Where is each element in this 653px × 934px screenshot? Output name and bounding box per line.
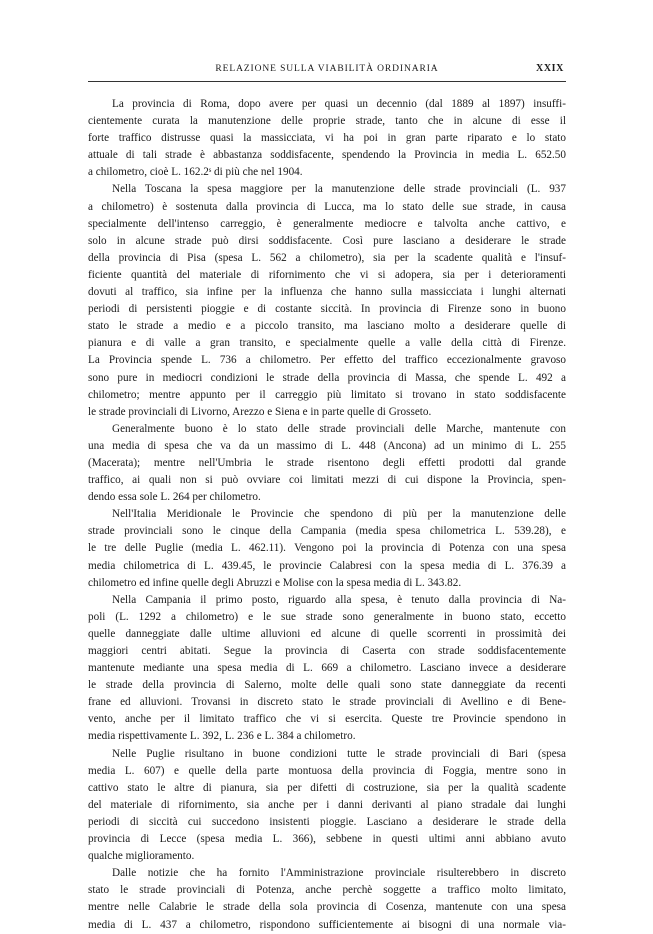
text-line: Dalle notizie che ha fornito l'Amministrazione provinciale risulterebbero in discreto (112, 867, 566, 880)
text-line: media di L. 437 a chilometro, rispondono sufficientemente ai bisogni di una normale via- (88, 918, 566, 931)
text-line: quelle danneggiate dalle ultime alluvioni ed alcune di quelle scorrenti in prossimità dei (88, 627, 566, 640)
running-title: RELAZIONE SULLA VIABILITÀ ORDINARIA (215, 64, 439, 74)
text-line: mantenute mediante una spesa media di L. 669 a chilometro. Lasciano invece a desiderare (88, 662, 566, 675)
text-line: provincia di Lecce (spesa media L. 366), sebbene in questi ultimi anni abbiano avuto (88, 833, 566, 846)
text-line: media chilometrica di L. 439.45, le provincie Calabresi con la spesa media di L. 376.39 a (88, 559, 566, 572)
text-line: (Macerata); mentre nell'Umbria le strade risentono degli effetti prodotti dal grande (88, 456, 566, 469)
text-line: chilometro; mentre appunto per il carreggio più limitato si trovano in stato soddisfacente (88, 388, 566, 401)
text-line: specialmente dell'intenso carreggio, è generalmente mediocre e talvolta anche cattivo, e (88, 217, 566, 230)
text-line: poli (L. 1292 a chilometro) e le sue strade sono generalmente in buono stato, eccetto (88, 610, 566, 623)
text-line: frane ed alluvioni. Trovansi in discreto stato le strade provinciali di Avellino e di Bene- (88, 696, 566, 709)
running-header (88, 55, 566, 82)
text-line: cientemente curata la manutenzione delle proprie strade, tanto che in alcune di esse il (88, 115, 566, 128)
text-line: Nelle Puglie risultano in buone condizioni tutte le strade provinciali di Bari (spesa (112, 747, 566, 760)
text-line: stato le strade provinciali di Potenza, anche perchè soggette a traffico molto limitato, (88, 884, 566, 897)
text-line: media L. 607) e quelle della parte montuosa della provincia di Foggia, mentre sono in (88, 764, 566, 777)
text-line: del materiale di rifornimento, sia anche per i danni derivanti al piano stradale dai lunghi (88, 798, 566, 811)
text-line: maggiori centri abitati. Segue la provincia di Caserta con strade soddisfacentemente (88, 645, 566, 657)
text-line: forte traffico distrusse quasi la massicciata, vi ha poi in gran parte riparato e lo stato (88, 132, 566, 145)
text-line: traffico, ai quali non si può ovviare coi limitati mezzi di cui dispone la Provincia, spen- (88, 474, 566, 487)
text-line: periodi di siccità cui succedono insistenti pioggie. Lasciano a desiderare le strade della (88, 815, 566, 828)
text-line: mentre nelle Calabrie le strade della sola provincia di Cosenza, mantenute con una spesa (88, 901, 566, 914)
text-line: una media di spesa che va da un massimo di L. 448 (Ancona) ad un minimo di L. 255 (88, 439, 566, 452)
text-line: chilometro ed infine quelle degli Abruzzi e Molise con la spesa media di L. 343.82. (88, 576, 462, 589)
text-line: attuale di tali strade è abbastanza soddisfacente, spendendo la Provincia in media L. 652.50 (88, 149, 566, 162)
text-line: stato le strade a medio e a piccolo transito, ma lasciano molto a desiderare quelle di (88, 320, 566, 333)
text-line: le tre delle Puglie (media L. 462.11). Vengono poi la provincia di Potenza con una spesa (88, 542, 566, 555)
text-line: solo in alcune strade può dirsi soddisfacente. Così pure lasciano a desiderare le strade (88, 234, 566, 247)
text-line: a chilometro) è sostenuta dalla provincia di Lucca, ma lo stato delle sue strade, in causa (88, 200, 566, 213)
text-line: La Provincia spende L. 736 a chilometro. Per effetto del traffico eccezionalmente gravoso (88, 354, 566, 367)
page-number: XXIX (536, 63, 564, 74)
text-line: della provincia di Pisa (spesa L. 562 a chilometro), sia per la scadente qualità e l'insuf- (88, 251, 566, 264)
body-text (88, 96, 566, 934)
text-line: le strade provinciali di Livorno, Arezzo e Siena e in parte quelle di Grosseto. (88, 405, 432, 418)
text-line: dendo essa sole L. 264 per chilometro. (88, 491, 261, 504)
text-line: pianura e di valle a gran transito, e specialmente quelle a valle della città di Firenze. (88, 337, 566, 350)
text-line: Generalmente buono è lo stato delle strade provinciali delle Marche, mantenute con (112, 422, 566, 435)
text-line: Nella Campania il primo posto, riguardo alla spesa, è tenuto dalla provincia di Na- (112, 593, 566, 606)
text-line: Nella Toscana la spesa maggiore per la manutenzione delle strade provinciali (L. 937 (112, 183, 566, 196)
text-line: Nell'Italia Meridionale le Provincie che spendono di più per la manutenzione delle (112, 508, 566, 521)
text-line: strade provinciali sono le cinque della Campania (media spesa chilometrica L. 539.28), e (88, 525, 566, 538)
text-line: La provincia di Roma, dopo avere per quasi un decennio (dal 1889 al 1897) insuffi- (112, 98, 566, 110)
text-line: le strade della provincia di Salerno, molte delle quali sono state danneggiate da recenti (88, 679, 566, 692)
text-line: vento, anche per il limitato traffico che vi si esercita. Queste tre Provincie spendono in (88, 713, 566, 726)
text-line: periodi di persistenti pioggie e di costante siccità. In provincia di Firenze sono in buono (88, 303, 566, 316)
text-line: cattivo stato le altre di pianura, sia per difetti di costruzione, sia per la qualità scadente (88, 781, 566, 794)
text-line: sono pure in mediocri condizioni le strade della provincia di Massa, che spende L. 492 a (88, 371, 566, 384)
text-line: a chilometro, cioè L. 162.2ˢ di più che nel 1904. (88, 166, 303, 179)
text-line: ficiente quantità del materiale di rifornimento che vi si adopera, sia per i deterioramenti (88, 268, 566, 281)
text-line: media rispettivamente L. 392, L. 236 e L. 384 a chilometro. (88, 730, 356, 743)
text-line: dovuti al traffico, sia infine per la influenza che hanno sulla massicciata i lunghi alternati (88, 286, 566, 299)
text-line: qualche miglioramento. (88, 850, 195, 863)
